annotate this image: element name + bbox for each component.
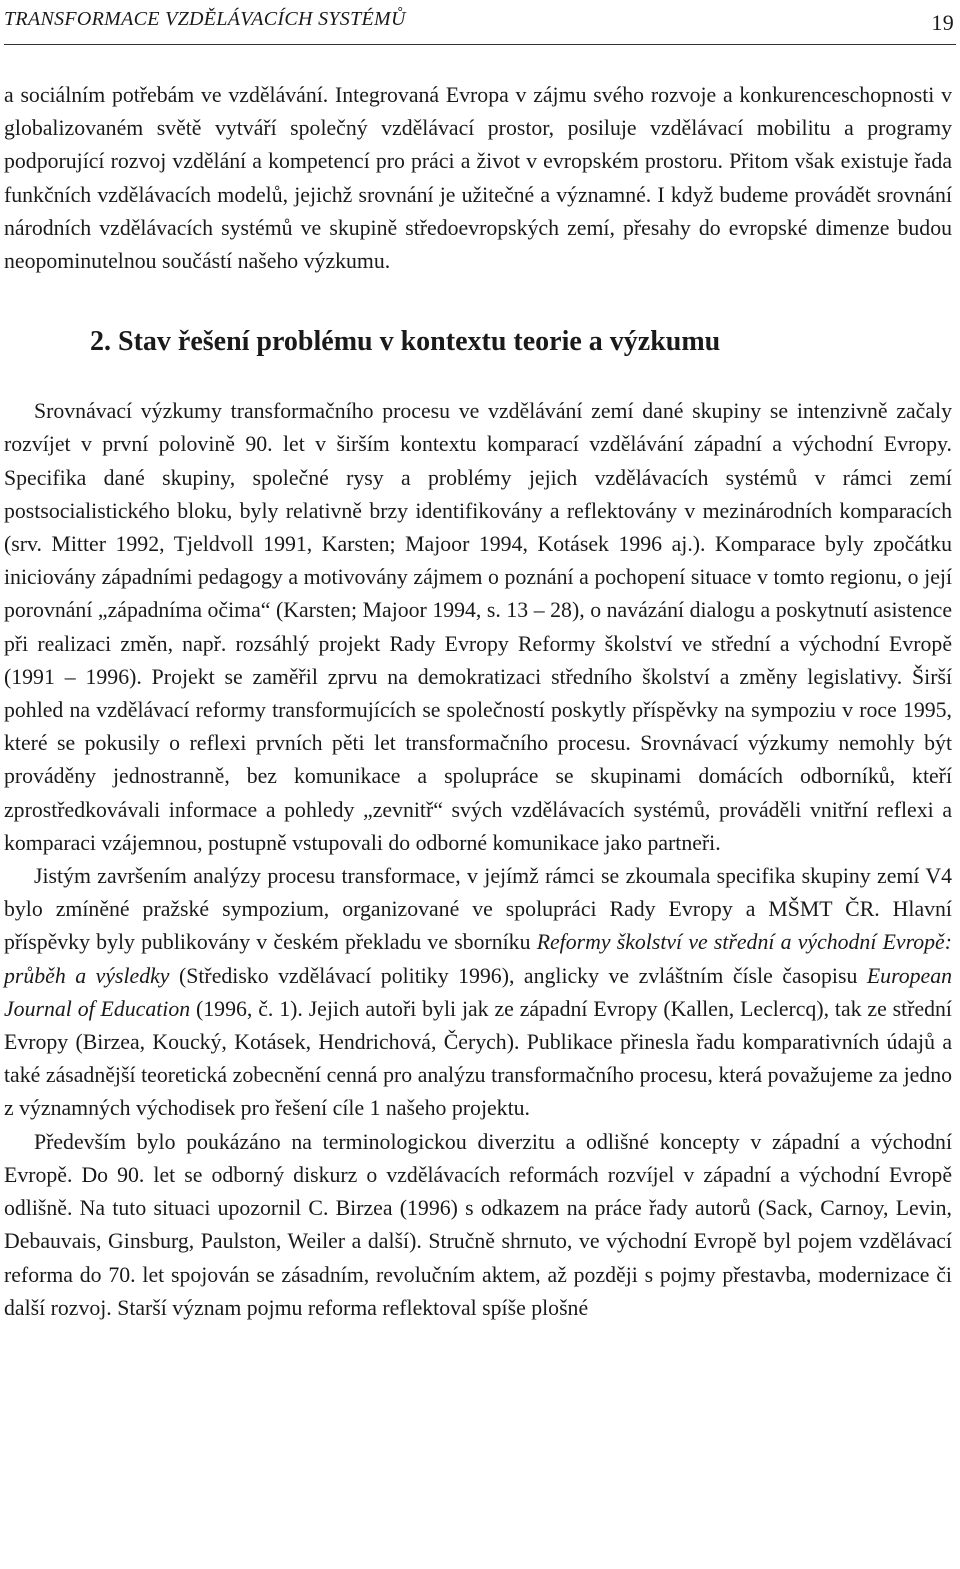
paragraph-3: Především bylo poukázáno na terminologickou diverzitu a odlišné koncepty v západní a východní Evropě. Do 90. let se odborný diskurz o vzdělávacích reformách rozvíjel v západní a východní Evropě odlišně. Na tuto situaci upozornil C. Birzea (1996) s odkazem na práce řady autorů (Sack, Carnoy, Levin, Debauvais, Ginsburg, Paulston, Weiler a další). Stručně shrnuto, ve východní Evropě byl pojem vzdělávací reforma do 70. let spojován se zásadním, revolučním aktem, až později s pojmy přestavba, modernizace či další rozvoj. Starší význam pojmu reforma reflektoval spíše plošné bbox=[4, 1129, 952, 1320]
book-title: Reformy školství ve střední a východní Evropě: průběh a výsledky bbox=[4, 930, 952, 988]
paragraph-2-part-1: Jistým završením analýzy procesu transformace, v jejímž rámci se zkoumala specifika skupiny zemí V4 bylo zmíněné pražské sympozium, organizované ve spolupráci Rady Evropy a MŠMT ČR. Hlavní příspěvky byly publikovány v českém překladu ve sborníku bbox=[4, 864, 952, 955]
page-number: 19 bbox=[931, 10, 954, 35]
paragraph-1: Srovnávací výzkumy transformačního procesu ve vzdělávání zemí dané skupiny se intenzivně začaly rozvíjet v první polovině 90. let v širším kontextu komparací vzdělávání západní a východní Evropy. Specifika dané skupiny, společné rysy a problémy jejich vzdělávacích systémů v rámci zemí postsocialistického bloku, byly relativně brzy identifikovány a reflektovány v mezinárodních komparacích (srv. Mitter 1992, Tjeldvoll 1991, Karsten; Majoor 1994, Kotásek 1996 aj.). Komparace byly zpočátku iniciovány západními pedagogy a motivovány zájmem o poznání a pochopení situace v tomto regionu, o její porovnání „západníma očima“ (Karsten; Majoor 1994, s. 13 – 28), o navázání dialogu a poskytnutí asistence při realizaci změn, např. rozsáhlý projekt Rady Evropy Reformy školství ve střední a východní Evropě (1991 – 1996). Projekt se zaměřil zprvu na demokratizaci středního školství a změny legislativy. Širší pohled na vzdělávací reformy transformujících se společností poskytly příspěvky na sympoziu v roce 1995, které se pokusily o reflexi prvních pěti let transformačního procesu. Srovnávací výzkumy nemohly být prováděny jednostranně, bez komunikace a spolupráce se skupinami domácích odborníků, kteří zprostředkovávali informace a pohledy „zevnitř“ svých vzdělávacích systémů, prováděli vnitřní reflexi a komparaci vzájemnou, postupně vstupovali do odborné komunikace jako partneři. bbox=[4, 399, 952, 855]
paragraph-2-part-3: (1996, č. 1). Jejich autoři byli jak ze západní Evropy (Kallen, Leclercq), tak ze střední Evropy (Birzea, Koucký, Kotásek, Hendrichová, Čerych). Publikace přinesla řadu komparativních údajů a také zásadnější teoretická zobecnění cenná pro analýzu transformačního procesu, která považujeme za jedno z významných východisek pro řešení cíle 1 našeho projektu. bbox=[4, 996, 952, 1121]
journal-title: European Journal of Education bbox=[4, 963, 953, 1021]
section-heading: 2. Stav řešení problému v kontextu teorie a výzkumu bbox=[90, 326, 721, 358]
intro-paragraph: a sociálním potřebám ve vzdělávání. Integrovaná Evropa v zájmu svého rozvoje a konkurenceschopnosti v globalizovaném světě vytváří společný vzdělávací prostor, posiluje vzdělávací mobilitu a programy podporující rozvoj vzdělání a kompetencí pro práci a život v evropském prostoru. Přitom však existuje řada funkčních vzdělávacích modelů, jejichž srovnání je užitečné a významné. I když budeme provádět srovnání národních vzdělávacích systémů ve skupině středoevropských zemí, přesahy do evropské dimenze budou neopominutelnou součástí našeho výzkumu. bbox=[4, 83, 952, 274]
body-text bbox=[4, 79, 952, 1325]
paragraph-2 bbox=[4, 860, 952, 1126]
running-head-title: TRANSFORMACE VZDĚLÁVACÍCH SYSTÉMŮ bbox=[4, 8, 406, 30]
header-rule bbox=[4, 44, 956, 45]
paragraph-2-part-2: (Středisko vzdělávací politiky 1996), anglicky ve zvláštním čísle časopisu bbox=[169, 963, 867, 988]
running-head bbox=[4, 4, 956, 38]
